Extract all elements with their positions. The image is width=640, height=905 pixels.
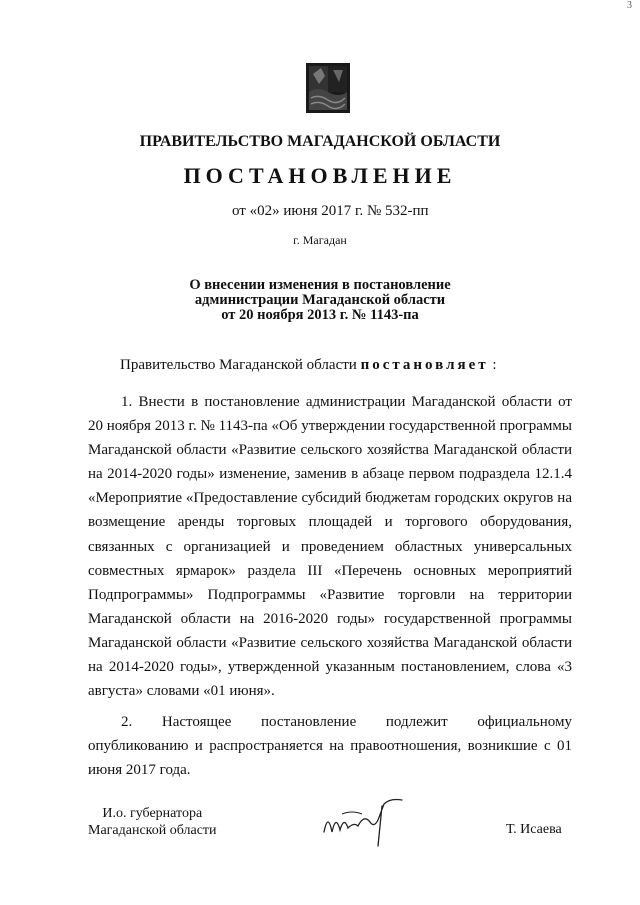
paragraph-2: 2. Настоящее постановление подлежит официальному опубликованию и распространяется на правоотношения, возникшие с 01 июня 2017 года. [88, 714, 572, 779]
subject-line: администрации Магаданской области [194, 292, 446, 308]
intro-text: Правительство Магаданской области [120, 357, 361, 373]
paragraph-1: 1. Внести в постановление администрации Магаданской области от 20 ноября 2013 г. № 1143-па «Об утверждении государственной программы Магаданской области «Развитие сельского хозяйства Магаданской области на 2014-2020 годы» изменение, заменив в абзаце первом подраздела 12.1.4 «Мероприятие «Предоставление субсидий бюджетам городских округов на возмещение аренды торговых площадей и торгового оборудования, связанных с организацией и проведением областных универсальных совместных ярмарок» раздела III «Перечень основных мероприятий Подпрограммы» Подпрограммы «Развитие торговли на территории Магаданской области на 2016-2020 годы» государственной программы Магаданской области «Развитие сельского хозяйства Магаданской области на 2014-2020 годы», утвержденной указанным постановлением, слова «3 августа» словами «01 июня». [88, 394, 572, 700]
document-city: г. Магадан [293, 233, 347, 247]
document-subject [0, 278, 640, 323]
page-number: 3 [627, 0, 632, 11]
intro-colon: : [492, 357, 497, 373]
position-line: И.о. губернатора [102, 806, 203, 821]
position-line: Магаданской области [88, 823, 217, 838]
signatory-position [88, 805, 217, 839]
handwritten-signature [318, 792, 418, 856]
resolution-intro [120, 357, 497, 374]
signatory-name: Т. Исаева [506, 822, 562, 837]
government-name: ПРАВИТЕЛЬСТВО МАГАДАНСКОЙ ОБЛАСТИ [139, 133, 501, 150]
document-dateline: от «02» июня 2017 г. № 532-пп [232, 203, 429, 219]
coat-of-arms-icon [305, 62, 351, 114]
document-type: ПОСТАНОВЛЕНИЕ [183, 163, 457, 188]
subject-line: О внесении изменения в постановление [189, 277, 451, 293]
subject-line: от 20 ноября 2013 г. № 1143-па [221, 307, 419, 323]
intro-keyword: постановляет [360, 357, 489, 373]
